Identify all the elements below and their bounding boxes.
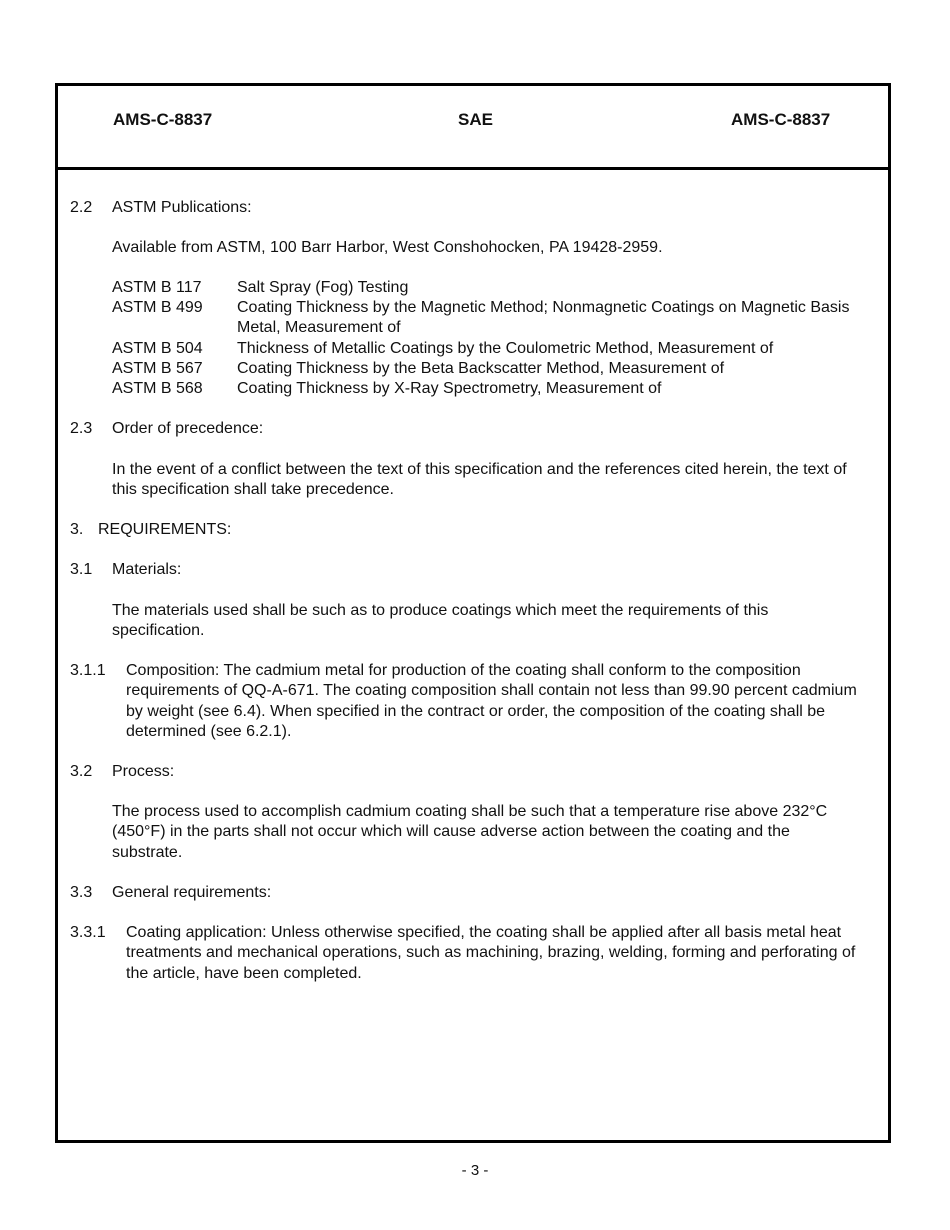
section-number: 3.1 — [70, 561, 93, 578]
paragraph: The process used to accomplish cadmium coating shall be such that a temperature rise above 232°C (450°F) in the parts shall not occur which will cause adverse action between the coating and the substrate. — [112, 803, 828, 861]
header-doc-id-right: AMS-C-8837 — [731, 110, 831, 129]
section-title: REQUIREMENTS: — [98, 521, 232, 538]
reference-code: ASTM B 568 — [112, 380, 203, 397]
reference-title: Coating Thickness by the Beta Backscatter Method, Measurement of — [237, 360, 725, 377]
reference-code: ASTM B 499 — [112, 299, 203, 316]
section-title: General requirements: — [112, 884, 272, 901]
section-number: 2.2 — [70, 199, 93, 216]
section-title: Process: — [112, 763, 175, 780]
section-number: 3.2 — [70, 763, 93, 780]
reference-title: Coating Thickness by X-Ray Spectrometry, Measurement of — [237, 380, 662, 397]
paragraph: Composition: The cadmium metal for production of the coating shall conform to the composition requirements of QQ-A-671. The coating composition shall contain not less than 99.90 percent cadmium by weight (see 6.4). When specified in the contract or order, the composition of the coating shall be determined (see 6.2.1). — [126, 662, 857, 740]
paragraph: Available from ASTM, 100 Barr Harbor, West Conshohocken, PA 19428-2959. — [112, 239, 663, 256]
section-number: 2.3 — [70, 420, 93, 437]
page-header — [58, 86, 888, 170]
section-title: Order of precedence: — [112, 420, 264, 437]
section-number: 3.3.1 — [70, 924, 106, 941]
paragraph: Coating application: Unless otherwise specified, the coating shall be applied after all basis metal heat treatments and mechanical operations, such as machining, brazing, welding, forming and perforating of the article, have been completed. — [126, 924, 856, 982]
reference-code: ASTM B 504 — [112, 340, 203, 357]
reference-code: ASTM B 567 — [112, 360, 203, 377]
paragraph: In the event of a conflict between the text of this specification and the references cited herein, the text of this specification shall take precedence. — [112, 461, 847, 499]
section-number: 3. — [70, 521, 84, 538]
page-frame — [55, 83, 891, 1143]
header-org: SAE — [458, 110, 493, 129]
section-title: Materials: — [112, 561, 182, 578]
reference-title: Coating Thickness by the Magnetic Method; Nonmagnetic Coatings on Magnetic Basis Metal, Measurement of — [237, 299, 850, 337]
reference-title: Thickness of Metallic Coatings by the Coulometric Method, Measurement of — [237, 340, 774, 357]
page-number: - 3 - — [461, 1162, 489, 1179]
section-number: 3.1.1 — [70, 662, 106, 679]
header-doc-id-left: AMS-C-8837 — [113, 110, 213, 129]
section-number: 3.3 — [70, 884, 93, 901]
paragraph: The materials used shall be such as to produce coatings which meet the requirements of this specification. — [112, 602, 769, 640]
reference-code: ASTM B 117 — [112, 279, 202, 296]
reference-title: Salt Spray (Fog) Testing — [237, 279, 409, 296]
section-title: ASTM Publications: — [112, 199, 252, 216]
